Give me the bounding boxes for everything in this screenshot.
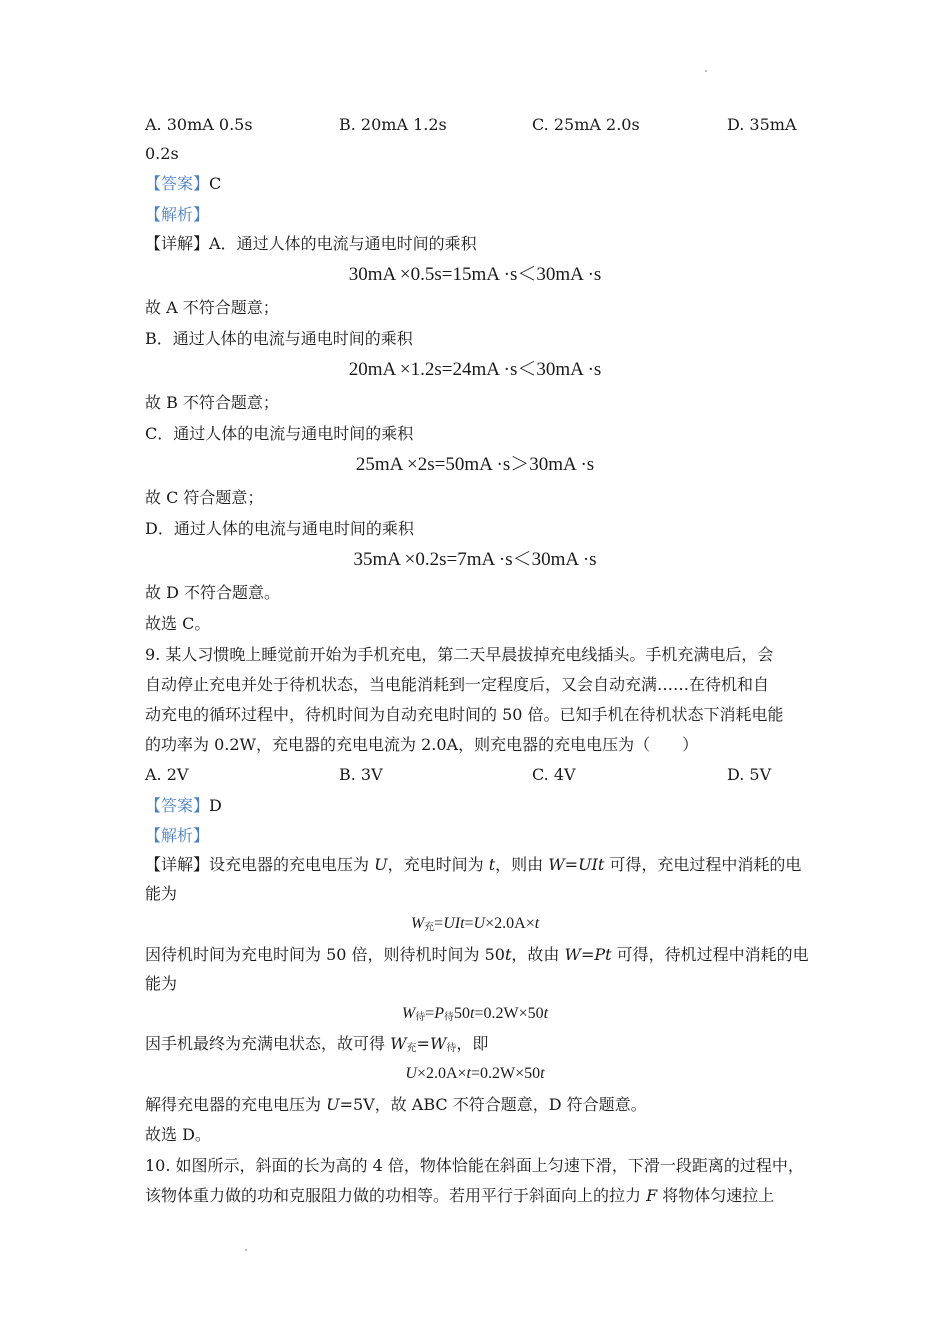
q9-detail-line-6 — [145, 1094, 647, 1116]
formula: W=UIt — [548, 855, 605, 874]
var: W — [390, 1034, 407, 1053]
q8-option-d-cont: 0.2s — [145, 144, 179, 163]
detail-tag: 【详解】 — [145, 234, 210, 253]
detail-text: A．通过人体的电流与通电时间的乘积 — [209, 234, 477, 253]
scan-mark-bottom — [245, 1249, 247, 1251]
text: ，则由 — [495, 855, 549, 874]
q9-detail-line-1 — [145, 854, 801, 876]
text: = — [416, 1034, 430, 1053]
q8-final: 故选 C。 — [145, 614, 211, 633]
var: t — [540, 1065, 545, 1082]
q8-detail-c: C．通过人体的电流与通电时间的乘积 — [145, 424, 414, 443]
subscript: 充 — [406, 1043, 417, 1054]
text: ×2.0A× — [416, 1065, 467, 1082]
detail-tag: 【详解】 — [145, 855, 210, 874]
var: U — [326, 1095, 340, 1114]
var: W — [401, 1005, 416, 1022]
var: W — [429, 1034, 447, 1053]
var: t — [466, 1065, 471, 1082]
subscript: 待 — [446, 1043, 457, 1054]
q9-detail-line-4: 能为 — [145, 974, 178, 993]
q8-option-d: D. 35mA — [727, 115, 797, 134]
q9-final: 故选 D。 — [145, 1125, 211, 1144]
q10-stem-line-2 — [145, 1185, 774, 1207]
text: = — [425, 1005, 435, 1022]
text: 因手机最终为充满电状态，故可得 — [145, 1034, 391, 1053]
var: t — [543, 1005, 549, 1022]
answer-tag: 【答案】 — [145, 796, 210, 815]
text: 将物体匀速拉上 — [657, 1186, 775, 1205]
q8-detail-a — [145, 233, 477, 255]
scan-mark-top — [705, 70, 707, 72]
q9-detail-line-2: 能为 — [145, 884, 178, 903]
var-f: F — [646, 1186, 658, 1205]
q9-answer — [145, 795, 222, 817]
var: UIt — [443, 915, 465, 932]
q8-detail-d: D．通过人体的电流与通电时间的乘积 — [145, 519, 414, 538]
q8-conclusion-d: 故 D 不符合题意。 — [145, 583, 281, 602]
formula: W=Pt — [564, 945, 612, 964]
q9-equation-1 — [0, 913, 950, 939]
q8-answer — [145, 173, 221, 195]
q9-stem-line-1: 9. 某人习惯晚上睡觉前开始为手机充电，第二天早晨拔掉充电线插头。手机充满电后，会 — [145, 645, 774, 664]
q8-conclusion-b: 故 B 不符合题意； — [145, 393, 279, 412]
q8-conclusion-c: 故 C 符合题意； — [145, 488, 264, 507]
subscript: 待 — [444, 1012, 455, 1023]
text: 因待机时间为充电时间为 50 倍，则待机时间为 50 — [145, 945, 505, 964]
text: = — [434, 915, 444, 932]
var: W — [410, 915, 425, 932]
text: =0.2W×50 — [474, 1005, 544, 1022]
q8-detail-b: B．通过人体的电流与通电时间的乘积 — [145, 329, 413, 348]
q8-equation-d: 35mA ×0.2s=7mA ·s＜30mA ·s — [353, 549, 597, 570]
q9-stem-line-4: 的功率为 0.2W，充电器的充电电流为 2.0A，则充电器的充电电压为（ ） — [145, 735, 699, 754]
var-t: t — [488, 855, 496, 874]
text: ，故由 — [511, 945, 565, 964]
q10-stem-line-1: 10. 如图所示，斜面的长为高的 4 倍，物体恰能在斜面上匀速下滑，下滑一段距离的过程中， — [145, 1156, 804, 1175]
var: U — [473, 915, 486, 932]
text: 可得，待机过程中消耗的电 — [611, 945, 809, 964]
q9-option-d: D. 5V — [727, 765, 772, 784]
q9-analysis-tag: 【解析】 — [145, 826, 210, 845]
text: 50 — [454, 1005, 471, 1022]
subscript: 充 — [424, 922, 435, 933]
q9-equation-3 — [0, 1063, 950, 1085]
q8-analysis-tag: 【解析】 — [145, 205, 210, 224]
answer-value: D — [209, 796, 222, 815]
q8-option-c: C. 25mA 2.0s — [532, 115, 640, 134]
text: ，即 — [456, 1034, 489, 1053]
q9-equation-2 — [0, 1003, 950, 1029]
q9-detail-line-5 — [145, 1033, 488, 1060]
var: t — [504, 945, 512, 964]
text: =5V，故 ABC 不符合题意，D 符合题意。 — [339, 1095, 647, 1114]
var-u: U — [374, 855, 388, 874]
q8-equation-a: 30mA ×0.5s=15mA ·s＜30mA ·s — [348, 264, 602, 285]
text: 可得，充电过程中消耗的电 — [604, 855, 802, 874]
text: ×2.0A× — [485, 915, 535, 932]
q8-option-a: A. 30mA 0.5s — [145, 115, 253, 134]
q8-equation-c: 25mA ×2s=50mA ·s＞30mA ·s — [355, 454, 595, 475]
q9-detail-line-3 — [145, 944, 809, 966]
text: 该物体重力做的功和克服阻力做的功相等。若用平行于斜面向上的拉力 — [145, 1186, 647, 1205]
var: t — [470, 1005, 475, 1022]
text: 解得充电器的充电电压为 — [145, 1095, 327, 1114]
q9-stem-line-2: 自动停止充电并处于待机状态，当电能消耗到一定程度后，又会自动充满……在待机和自 — [145, 675, 770, 694]
q8-conclusion-a: 故 A 不符合题意； — [145, 298, 279, 317]
text: ，充电时间为 — [387, 855, 489, 874]
var: U — [405, 1065, 417, 1082]
answer-tag: 【答案】 — [145, 174, 210, 193]
q8-equation-b: 20mA ×1.2s=24mA ·s＜30mA ·s — [348, 359, 602, 380]
var: t — [534, 915, 540, 932]
subscript: 待 — [415, 1012, 426, 1023]
q9-option-c: C. 4V — [532, 765, 576, 784]
text: = — [464, 915, 474, 932]
q8-option-b: B. 20mA 1.2s — [339, 115, 447, 134]
q9-option-b: B. 3V — [339, 765, 383, 784]
answer-value: C — [209, 174, 222, 193]
text: 设充电器的充电电压为 — [209, 855, 375, 874]
var: P — [434, 1005, 445, 1022]
q9-stem-line-3: 动充电的循环过程中，待机时间为自动充电时间的 50 倍。已知手机在待机状态下消耗电能 — [145, 705, 784, 724]
text: =0.2W×50 — [471, 1065, 541, 1082]
q9-option-a: A. 2V — [145, 765, 189, 784]
